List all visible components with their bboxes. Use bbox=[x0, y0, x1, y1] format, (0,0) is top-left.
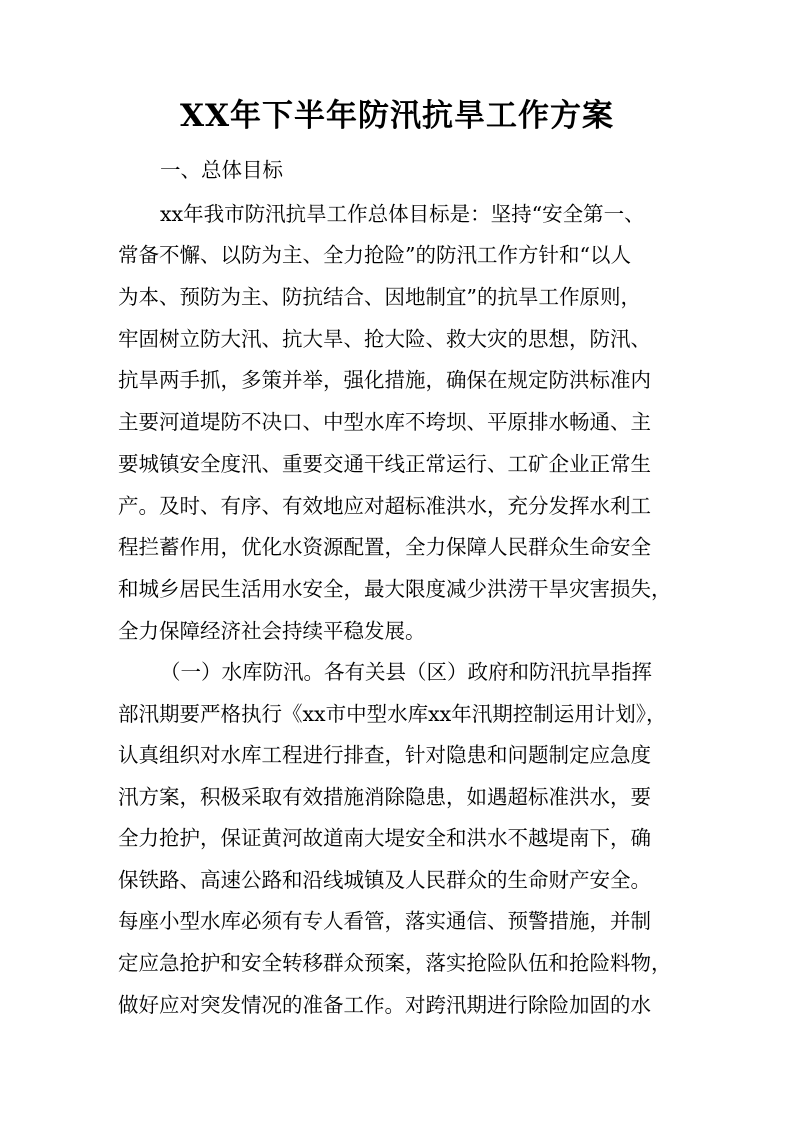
body-line-18: 每座小型水库必须有专人看管，落实通信、预警措施，并制 bbox=[118, 909, 651, 933]
body-line-9: 程拦蓄作用，优化水资源配置，全力保障人民群众生命安全 bbox=[118, 535, 651, 559]
body-line-11: 全力保障经济社会持续平稳发展。 bbox=[118, 619, 426, 643]
document-title: XX年下半年防汛抗旱工作方案 bbox=[179, 98, 615, 134]
body-line-1: xx年我市防汛抗旱工作总体目标是：坚持“安全第一、 bbox=[160, 202, 645, 226]
body-line-13: 部汛期要严格执行《xx市中型水库xx年汛期控制运用计划》， bbox=[118, 702, 667, 726]
section-heading: 一、总体目标 bbox=[160, 158, 283, 182]
body-line-2: 常备不懈、以防为主、全力抢险”的防汛工作方针和“以人 bbox=[118, 243, 631, 267]
body-line-8: 产。及时、有序、有效地应对超标准洪水，充分发挥水利工 bbox=[118, 494, 651, 518]
body-line-7: 要城镇安全度汛、重要交通干线正常运行、工矿企业正常生 bbox=[118, 452, 651, 476]
body-line-3: 为本、预防为主、防抗结合、因地制宜”的抗旱工作原则， bbox=[118, 285, 641, 309]
body-line-10: 和城乡居民生活用水安全，最大限度减少洪涝干旱灾害损失， bbox=[118, 577, 672, 601]
body-line-6: 主要河道堤防不决口、中型水库不垮坝、平原排水畅通、主 bbox=[118, 410, 651, 434]
body-line-4: 牢固树立防大汛、抗大旱、抢大险、救大灾的思想，防汛、 bbox=[118, 327, 651, 351]
body-line-14: 认真组织对水库工程进行排查，针对隐患和问题制定应急度 bbox=[118, 743, 651, 767]
body-line-15: 汛方案，积极采取有效措施消除隐患，如遇超标准洪水，要 bbox=[118, 785, 651, 809]
body-line-5: 抗旱两手抓，多策并举，强化措施，确保在规定防洪标准内 bbox=[118, 368, 651, 392]
body-line-20: 做好应对突发情况的准备工作。对跨汛期进行除险加固的水 bbox=[118, 993, 651, 1017]
body-line-19: 定应急抢护和安全转移群众预案，落实抢险队伍和抢险料物， bbox=[118, 951, 672, 975]
body-line-17: 保铁路、高速公路和沿线城镇及人民群众的生命财产安全。 bbox=[118, 868, 651, 892]
body-line-12: （一）水库防汛。各有关县（区）政府和防汛抗旱指挥 bbox=[160, 660, 652, 684]
body-line-16: 全力抢护，保证黄河故道南大堤安全和洪水不越堤南下，确 bbox=[118, 826, 651, 850]
